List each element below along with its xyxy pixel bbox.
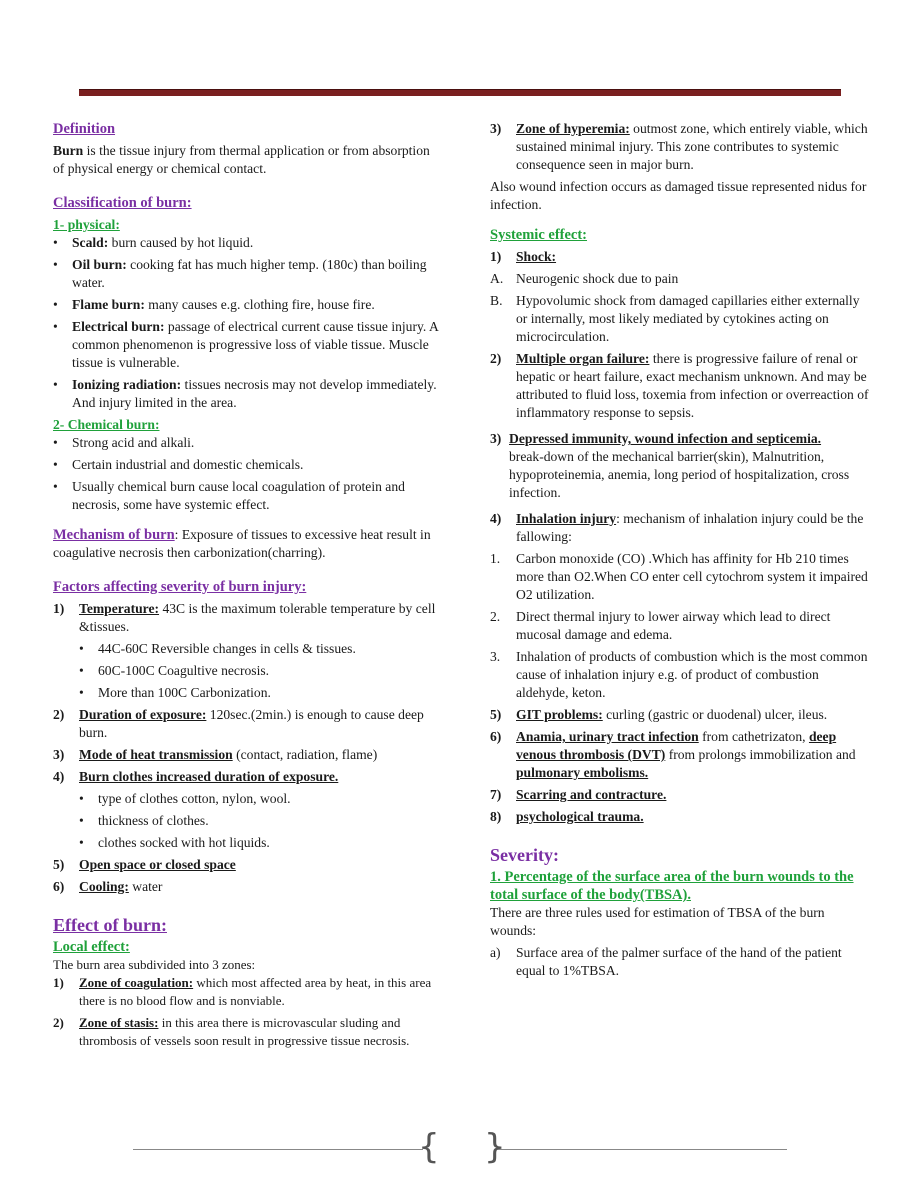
local-intro: The burn area subdivided into 3 zones: [53,957,256,972]
list-item: 8) psychological trauma. [490,809,644,824]
list-item: 3. Inhalation of products of combustion which is the most common cause of inhalation injury e.g. of product of combustion aldehyde, keton. [490,649,868,700]
list-item: • Oil burn: cooking fat has much higher temp. (180c) than boiling water. [53,257,427,290]
list-item: 5) Open space or closed space [53,857,236,872]
list-item: • More than 100C Carbonization. [79,685,271,700]
list-item: • Strong acid and alkali. [53,435,195,450]
list-item: • Usually chemical burn cause local coagulation of protein and necrosis, some have systemic effect. [53,479,405,512]
page-bracket-close: } [484,1127,506,1167]
list-item: 4) Inhalation injury: mechanism of inhalation injury could be the fallowing: [490,511,864,544]
list-item: • clothes socked with hot liquids. [79,835,270,850]
effect-heading: Effect of burn: [53,915,167,935]
list-item: 7) Scarring and contracture. [490,787,667,802]
list-item: 2) Duration of exposure: 120sec.(2min.) is enough to cause deep burn. [53,707,424,740]
wound-infection-text: Also wound infection occurs as damaged tissue represented nidus for infection. [490,179,867,212]
definition-heading: Definition [53,121,116,137]
footer-rule-right [497,1149,787,1150]
list-item: 1) Shock: [490,249,557,264]
local-effect-heading: Local effect: [53,939,130,955]
list-item: 5) GIT problems: curling (gastric or duodenal) ulcer, ileus. [490,707,828,722]
list-item: A. Neurogenic shock due to pain [490,271,679,286]
tbsa-text: There are three rules used for estimation of TBSA of the burn wounds: [490,905,825,938]
physical-heading: 1- physical: [53,217,120,232]
list-item: B. Hypovolumic shock from damaged capillaries either externally or internally, most likely mediated by cytokines acting on microcirculation. [490,293,860,344]
left-column [53,120,443,1050]
list-item: • thickness of clothes. [79,813,209,828]
tbsa-heading: 1. Percentage of the surface area of the burn wounds to the total surface of the body(TBSA). [490,869,854,903]
list-item: 2) Multiple organ failure: there is progressive failure of renal or hepatic or heart failure, exact mechanism unknown. And may be attributed to fluid loss, toxemia from infection or overreaction of inflammatory response to sepsis. [490,351,869,420]
right-column [490,120,870,980]
list-item: 3) Depressed immunity, wound infection and septicemia. break-down of the mechanical barrier(skin), Malnutrition, hypoproteinemia, anemia, long period of hospitalization, cross infection. [490,431,850,500]
list-item: • 44C-60C Reversible changes in cells & tissues. [79,641,356,656]
list-item: 1. Carbon monoxide (CO) .Which has affinity for Hb 210 times more than O2.When CO enter cell cytochrom system it impaired O2 utilization. [490,551,868,602]
list-item: • Electrical burn: passage of electrical current cause tissue injury. A common phenomenon is progressive loss of viable tissue. Muscle tissue is vulnerable. [53,319,439,370]
mechanism-text: Mechanism of burn: Exposure of tissues to excessive heat result in coagulative necrosis then carbonization(charring). [53,527,431,560]
list-item: 2. Direct thermal injury to lower airway which lead to direct mucosal damage and edema. [490,609,831,642]
list-item: 4) Burn clothes increased duration of exposure. [53,769,339,784]
list-item: a) Surface area of the palmer surface of the hand of the patient equal to 1%TBSA. [490,945,842,978]
list-item: • Certain industrial and domestic chemicals. [53,457,304,472]
list-item: • type of clothes cotton, nylon, wool. [79,791,291,806]
list-item: • Flame burn: many causes e.g. clothing fire, house fire. [53,297,375,312]
list-item: • 60C-100C Coagultive necrosis. [79,663,270,678]
list-item: 1) Temperature: 43C is the maximum tolerable temperature by cell &tissues. [53,601,436,634]
footer-rule-left [133,1149,423,1150]
list-item: 2) Zone of stasis: in this area there is microvascular sluding and thrombosis of vessels soon result in progressive tissue necrosis. [53,1015,410,1048]
list-item: 6) Anamia, urinary tract infection from cathetrizaton, deep venous thrombosis (DVT) from prolongs immobilization and pulmonary embolisms. [490,729,856,780]
list-item: • Scald: burn caused by hot liquid. [53,235,254,250]
systemic-heading: Systemic effect: [490,227,588,243]
list-item: 6) Cooling: water [53,879,163,894]
list-item: • Ionizing radiation: tissues necrosis may not develop immediately. And injury limited in the area. [53,377,437,410]
factors-heading: Factors affecting severity of burn injury: [53,579,307,595]
definition-text: Burn is the tissue injury from thermal application or from absorption of physical energy or chemical contact. [53,143,430,176]
severity-heading: Severity: [490,845,559,865]
chemical-heading: 2- Chemical burn: [53,417,160,432]
page-bracket-open: { [418,1127,440,1167]
classification-heading: Classification of burn: [53,195,192,211]
list-item: 1) Zone of coagulation: which most affected area by heat, in this area there is no blood flow and is nonviable. [53,975,432,1008]
list-item: 3) Zone of hyperemia: outmost zone, which entirely viable, which sustained minimal injury. This zone contributes to systemic consequence seen in major burn. [490,121,868,172]
header-rule [79,89,841,96]
list-item: 3) Mode of heat transmission (contact, radiation, flame) [53,747,378,762]
